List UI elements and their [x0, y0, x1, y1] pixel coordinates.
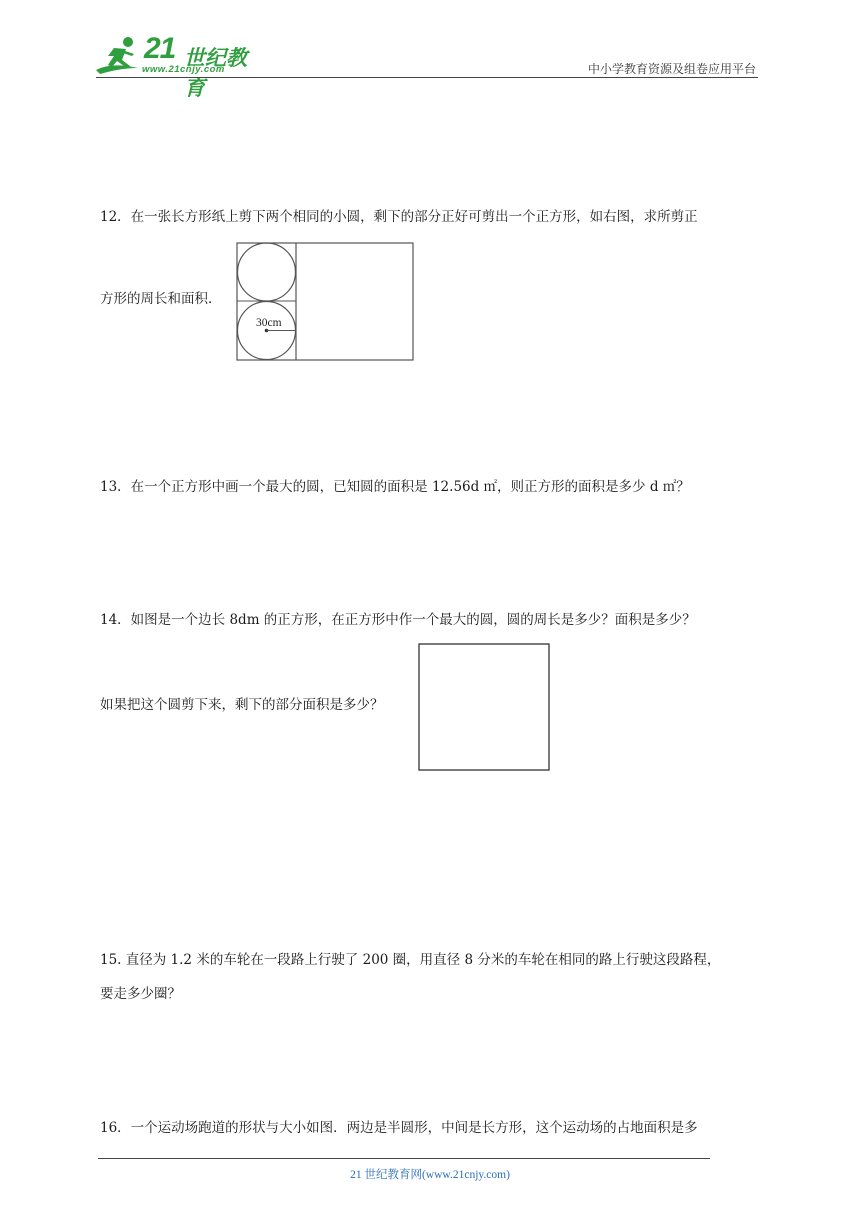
- header-divider: [96, 77, 758, 78]
- footer-link[interactable]: 21 世纪教育网(www.21cnjy.com): [350, 1169, 510, 1181]
- radius-label: 30cm: [256, 317, 282, 329]
- logo-url: www.21cnjy.com: [142, 64, 225, 75]
- site-logo: [92, 32, 262, 100]
- logo-name: 世纪教育: [184, 46, 247, 100]
- question-12-line-1: 12．在一张长方形纸上剪下两个相同的小圆，剩下的部分正好可剪出一个正方形，如右图，求所剪正: [100, 209, 698, 225]
- footer-divider: [98, 1158, 710, 1159]
- logo-number: 21: [144, 32, 176, 65]
- small-circle-top: [238, 243, 296, 301]
- header-platform-text: 中小学教育资源及组卷应用平台: [587, 62, 756, 76]
- question-12-line-2: 方形的周长和面积．: [100, 291, 222, 307]
- runner-logo-icon: [92, 34, 148, 76]
- question-16-line-1: 16．一个运动场跑道的形状与大小如图．两边是半圆形，中间是长方形，这个运动场的占地面积是多: [100, 1120, 698, 1136]
- question-14-square-figure: [418, 643, 551, 772]
- question-15-line-1: 15. 直径为 1.2 米的车轮在一段路上行驶了 200 圈，用直径 8 分米的车轮在相同的路上行驶这段路程，: [100, 952, 721, 968]
- question-13-line-1: 13．在一个正方形中画一个最大的圆，已知圆的面积是 12.56d ㎡，则正方形的面积是多少 d ㎡？: [100, 479, 690, 495]
- question-12-figure: [236, 242, 414, 362]
- question-15-line-2: 要走多少圈？: [100, 986, 181, 1002]
- question-14-line-2: 如果把这个圆剪下来，剩下的部分面积是多少？: [100, 697, 384, 713]
- question-14-line-1: 14．如图是一个边长 8dm 的正方形，在正方形中作一个最大的圆，圆的周长是多少？面积是多少？: [100, 612, 696, 628]
